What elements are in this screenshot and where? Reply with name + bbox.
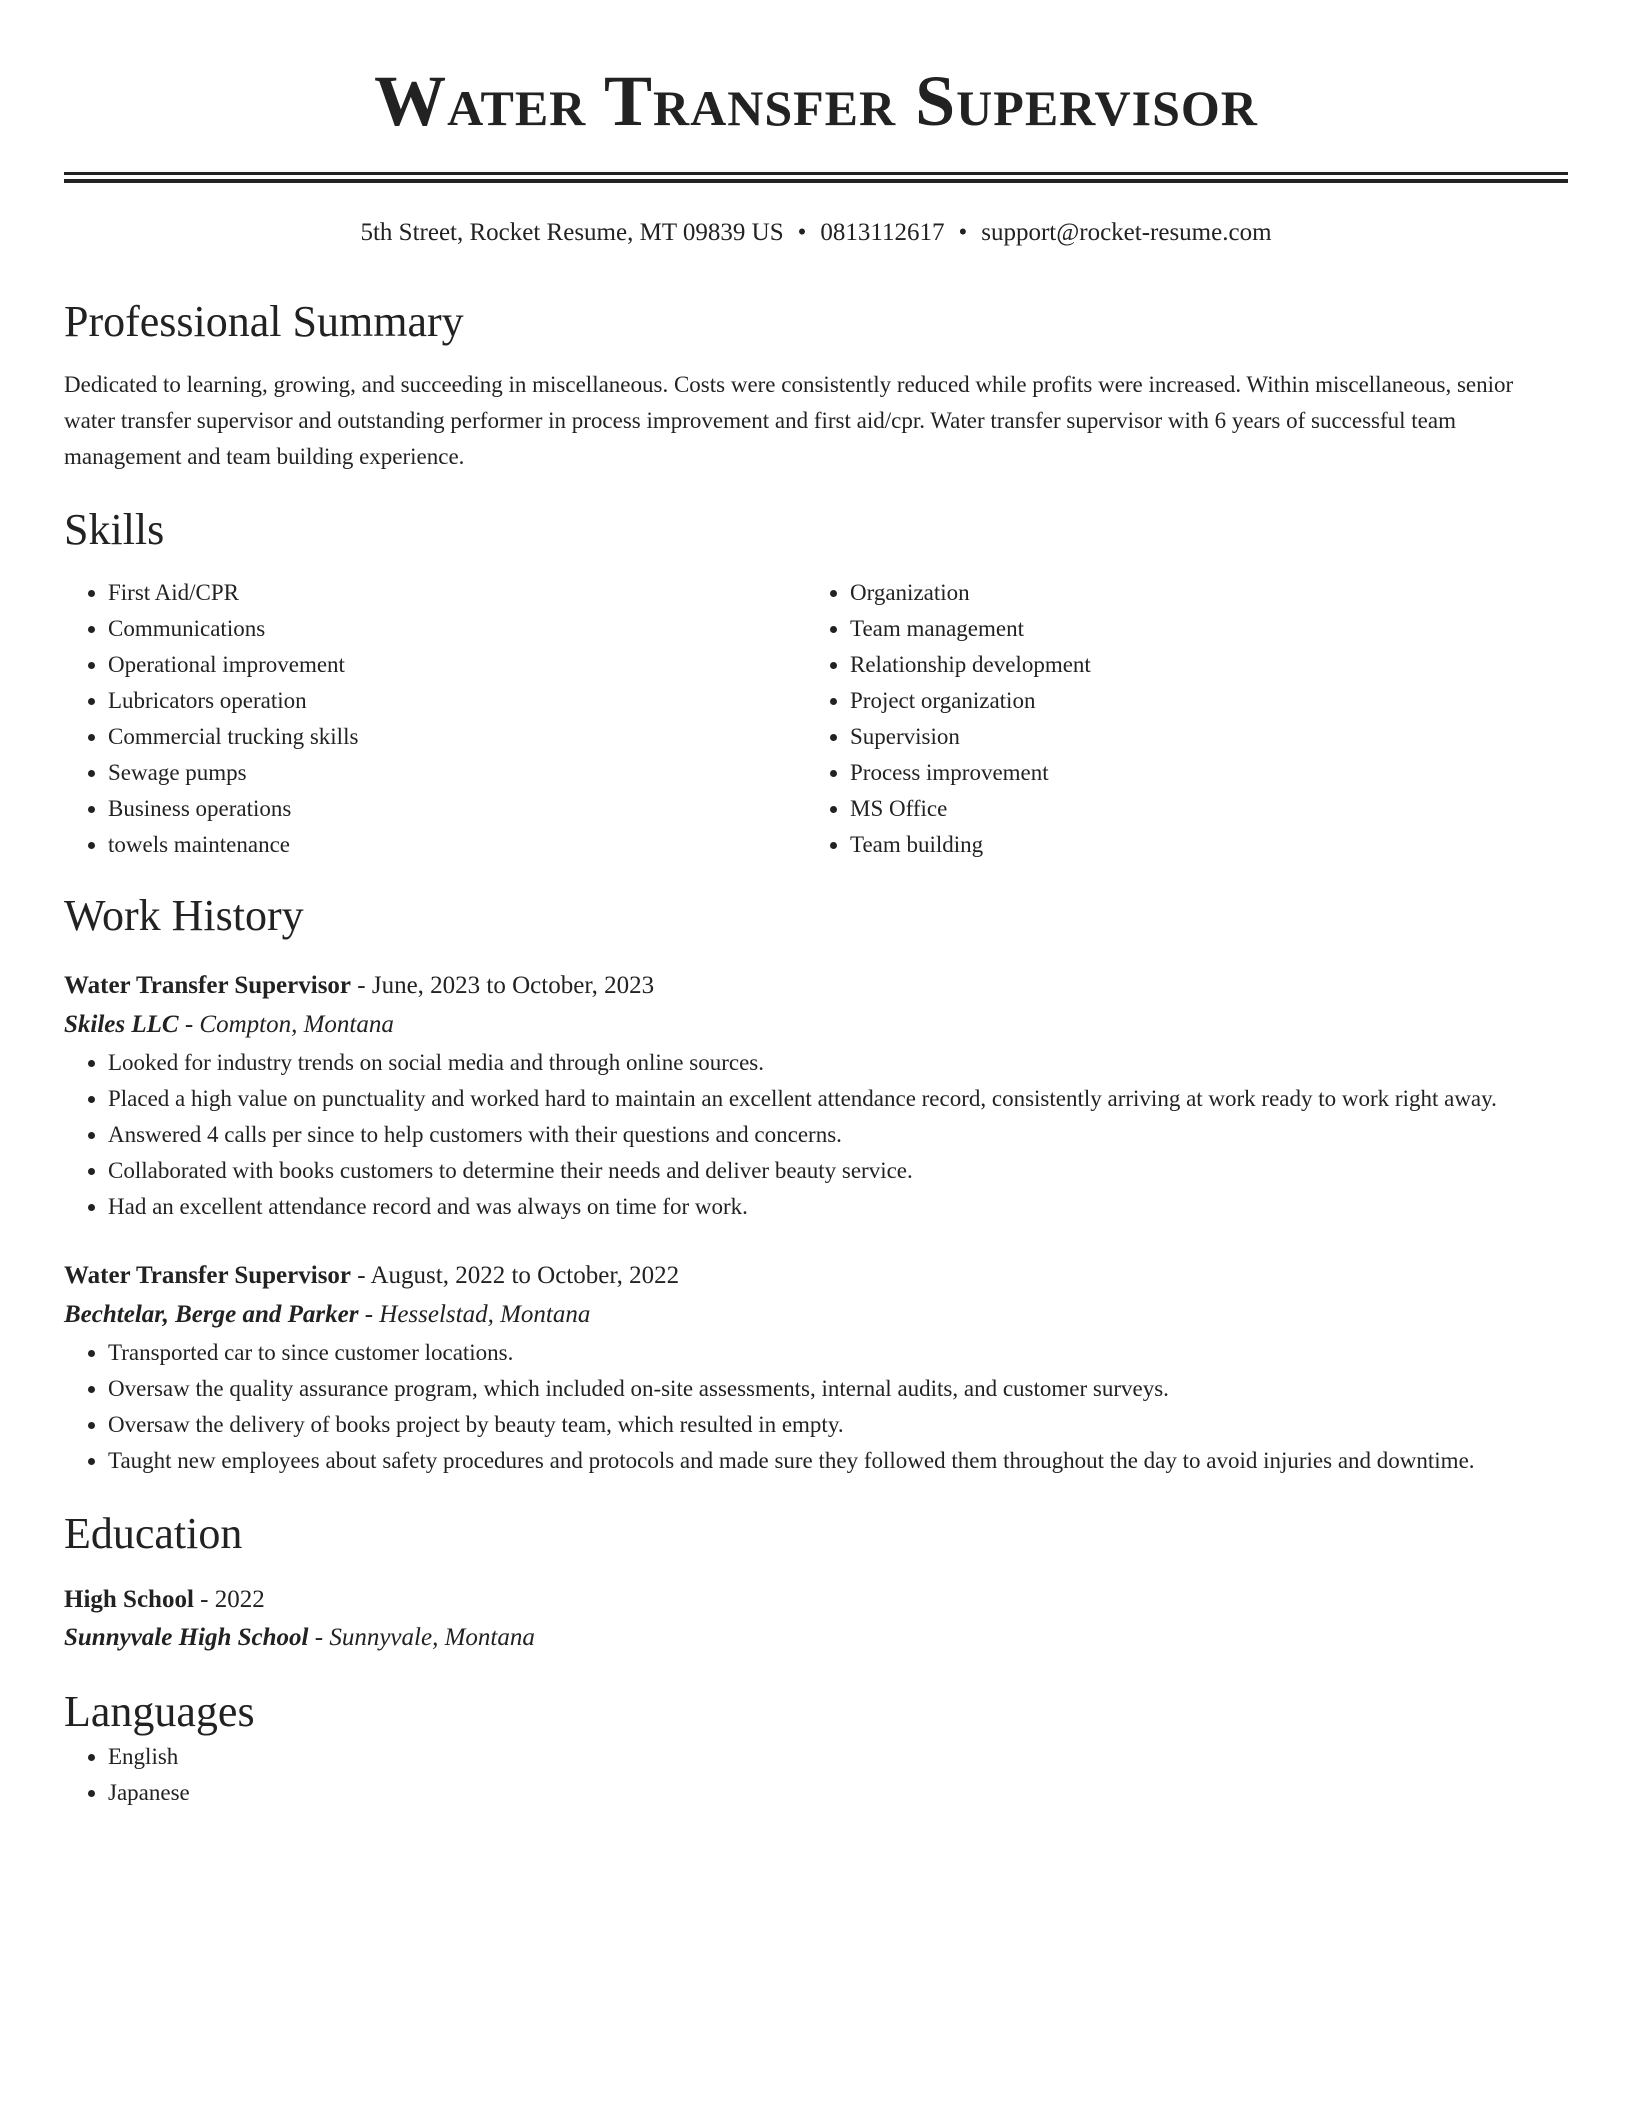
contact-line: [64, 217, 1568, 249]
language-item: • English: [108, 1739, 1568, 1775]
summary-heading: Professional Summary: [64, 297, 464, 346]
contact-separator: •: [797, 219, 807, 246]
languages-heading: Languages: [64, 1687, 255, 1736]
skills-grid: [64, 575, 1568, 863]
header-double-rule: [64, 172, 1568, 183]
resume-name: Water Transfer Supervisor: [374, 61, 1258, 141]
skill-item: • Communications: [108, 611, 806, 647]
dash: -: [178, 1011, 200, 1038]
job-entry: [64, 967, 1568, 1225]
job-bullet: • Had an excellent attendance record and was always on time for work.: [108, 1189, 1568, 1225]
job-title-line: [64, 1257, 1568, 1295]
education-degree-line: [64, 1581, 1568, 1619]
job-company-line: [64, 1295, 1568, 1335]
job-title-line: [64, 967, 1568, 1005]
education-location: Sunnyvale, Montana: [329, 1624, 535, 1651]
skill-item: • Supervision: [850, 719, 1548, 755]
job-bullet-list: [64, 1335, 1568, 1479]
job-bullet: • Transported car to since customer locations.: [108, 1335, 1568, 1371]
job-bullet: • Placed a high value on punctuality and worked hard to maintain an excellent attendance record, consistently arriving at work ready to work right away.: [108, 1081, 1568, 1117]
dash: -: [351, 1262, 371, 1289]
skill-item: • Relationship development: [850, 647, 1548, 683]
dash: -: [193, 1586, 215, 1613]
job-dates: August, 2022 to October, 2022: [370, 1262, 680, 1289]
skills-column-left: [64, 575, 806, 863]
contact-phone: 0813112617: [820, 219, 945, 246]
job-location: Compton, Montana: [199, 1011, 394, 1038]
job-title: Water Transfer Supervisor: [64, 1262, 352, 1289]
contact-separator: •: [958, 219, 968, 246]
job-company-line: [64, 1005, 1568, 1045]
job-title: Water Transfer Supervisor: [64, 972, 352, 999]
skill-item: • Team building: [850, 827, 1548, 863]
language-item: • Japanese: [108, 1775, 1568, 1811]
work-history-heading: Work History: [64, 891, 304, 940]
job-bullet: • Collaborated with books customers to determine their needs and deliver beauty service.: [108, 1153, 1568, 1189]
skill-item: • Project organization: [850, 683, 1548, 719]
job-bullet-list: [64, 1045, 1568, 1225]
job-company: Skiles LLC: [64, 1011, 179, 1038]
education-section: [64, 1507, 1568, 1657]
skills-heading: Skills: [64, 505, 165, 554]
job-bullet: • Looked for industry trends on social media and through online sources.: [108, 1045, 1568, 1081]
skill-item: • Operational improvement: [108, 647, 806, 683]
skill-item: • MS Office: [850, 791, 1548, 827]
skill-item: • Business operations: [108, 791, 806, 827]
work-history-section: [64, 889, 1568, 1479]
skill-item: • Commercial trucking skills: [108, 719, 806, 755]
job-entry: [64, 1257, 1568, 1479]
job-bullet: • Taught new employees about safety procedures and protocols and made sure they followed them throughout the day to avoid injuries and downtime.: [108, 1443, 1568, 1479]
skill-item: • First Aid/CPR: [108, 575, 806, 611]
skill-item: • Team management: [850, 611, 1548, 647]
job-bullet: • Answered 4 calls per since to help customers with their questions and concerns.: [108, 1117, 1568, 1153]
education-heading: Education: [64, 1509, 243, 1558]
job-location: Hesselstad, Montana: [379, 1301, 591, 1328]
job-company: Bechtelar, Berge and Parker: [64, 1301, 359, 1328]
summary-text: Dedicated to learning, growing, and succeeding in miscellaneous. Costs were consistently reduced while profits were increased. Within miscellaneous, senior water transfer supervisor and outstanding performer in process improvement and first aid/cpr. Water transfer supervisor with 6 years of successful team management and team building experience.: [64, 372, 1514, 469]
summary-section: [64, 295, 1568, 475]
contact-email: support@rocket-resume.com: [981, 219, 1272, 246]
education-degree: High School: [64, 1586, 194, 1613]
skill-item: • Organization: [850, 575, 1548, 611]
skill-item: • Lubricators operation: [108, 683, 806, 719]
dash: -: [351, 972, 372, 999]
skill-item: • Sewage pumps: [108, 755, 806, 791]
job-bullet: • Oversaw the delivery of books project by beauty team, which resulted in empty.: [108, 1407, 1568, 1443]
languages-list: [64, 1739, 1568, 1811]
education-school: Sunnyvale High School: [64, 1624, 309, 1651]
languages-section: [64, 1685, 1568, 1811]
skills-section: [64, 503, 1568, 863]
dash: -: [358, 1301, 380, 1328]
job-dates: June, 2023 to October, 2023: [371, 972, 655, 999]
skill-item: • Process improvement: [850, 755, 1548, 791]
skill-item: • towels maintenance: [108, 827, 806, 863]
contact-address: 5th Street, Rocket Resume, MT 09839 US: [360, 219, 784, 246]
job-bullet: • Oversaw the quality assurance program, which included on-site assessments, internal audits, and customer surveys.: [108, 1371, 1568, 1407]
dash: -: [308, 1624, 330, 1651]
education-school-line: [64, 1619, 1568, 1657]
education-year: 2022: [214, 1586, 265, 1613]
skills-column-right: [806, 575, 1548, 863]
